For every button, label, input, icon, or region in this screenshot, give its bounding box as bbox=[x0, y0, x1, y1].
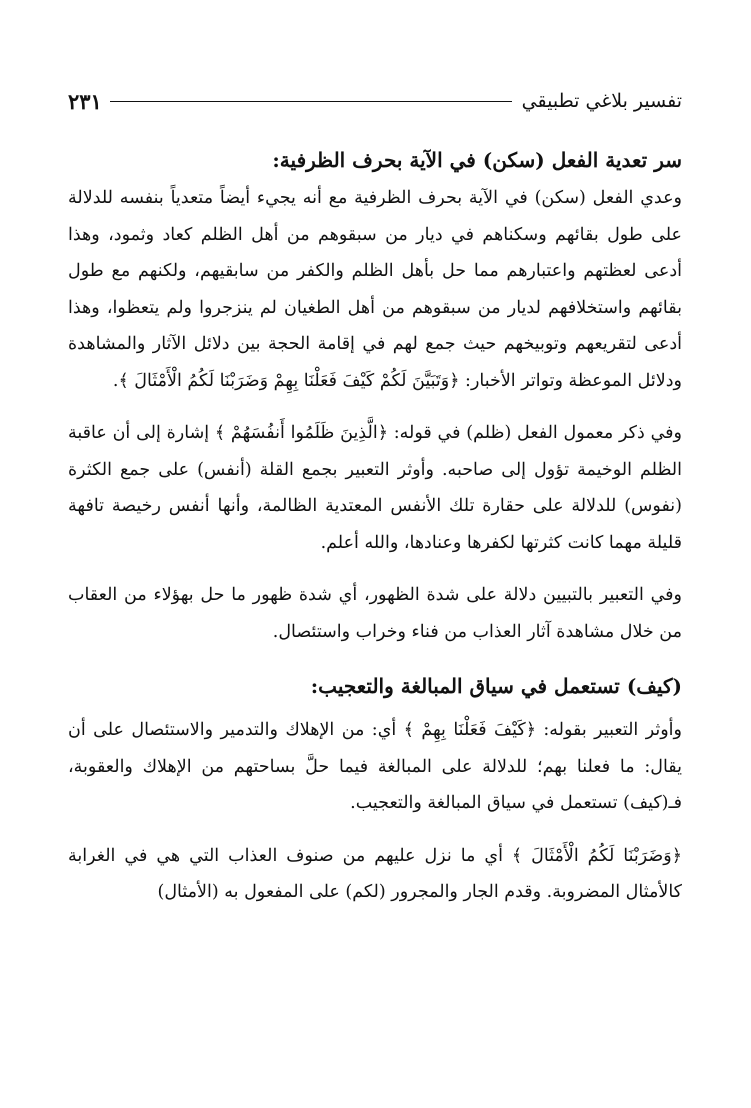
paragraph-1: وعدي الفعل (سكن) في الآية بحرف الظرفية مع أنه يجيء أيضاً متعدياً بنفسه للدلالة على طول بقائهم وسكناهم في ديار من سبقوهم من أهل الظلم كعاد وثمود، وهذا أدعى لعظتهم واعتبارهم مما حل بأهل الظلم والكفر من سابقيهم، ولكنهم مع طول بقائهم واستخلافهم لديار من سبقوهم من أهل الطغيان لم ينزجروا ولم يتعظوا، وهذا أدعى لتقريعهم وتوبيخهم حيث جمع لهم في إقامة الحجة بين دلائل الآثار والمشاهدة ودلائل الموعظة وتواتر الأخبار: ﴿وَتَبَيَّنَ لَكُمْ كَيْفَ فَعَلْنَا بِهِمْ وَضَرَبْنَا لَكُمُ الْأَمْثَالَ ﴾. bbox=[68, 188, 682, 391]
page-number: ٢٣١ bbox=[68, 88, 102, 114]
section-heading-1: سر تعدية الفعل (سكن) في الآية بحرف الظرفية: bbox=[272, 148, 682, 172]
page-body bbox=[68, 140, 682, 911]
section-heading-2: (كيف) تستعمل في سياق المبالغة والتعجيب: bbox=[310, 674, 682, 698]
paragraph-4: وأوثر التعبير بقوله: ﴿كَيْفَ فَعَلْنَا بِهِمْ ﴾ أي: من الإهلاك والتدمير والاستئصال على أن يقال: ما فعلنا بهم؛ للدلالة على المبالغة فيما حلَّ بساحتهم من الإهلاك والعقوبة، فـ(كيف) تستعمل في سياق المبالغة والتعجيب. bbox=[68, 720, 682, 813]
book-page bbox=[68, 0, 682, 1108]
paragraph-3: وفي التعبير بالتبيين دلالة على شدة الظهور، أي شدة ظهور ما حل بهؤلاء من العقاب من خلال مشاهدة آثار العذاب من فناء وخراب واستئصال. bbox=[68, 585, 682, 642]
header-rule bbox=[110, 101, 512, 102]
running-header bbox=[68, 86, 682, 116]
book-title: تفسير بلاغي تطبيقي bbox=[521, 90, 682, 112]
paragraph-5: ﴿وَضَرَبْنَا لَكُمُ الْأَمْثَالَ ﴾ أي ما نزل عليهم من صنوف العذاب التي هي في الغرابة كالأمثال المضروبة. وقدم الجار والمجرور (لكم) على المفعول به (الأمثال) bbox=[68, 845, 682, 902]
paragraph-2: وفي ذكر معمول الفعل (ظلم) في قوله: ﴿الَّذِينَ ظَلَمُوا أَنفُسَهُمْ ﴾ إشارة إلى أن عاقبة الظلم الوخيمة تؤول إلى صاحبه. وأوثر التعبير بجمع القلة (أنفس) على جمع الكثرة (نفوس) للدلالة على حقارة تلك الأنفس المعتدية الظالمة، وأنها أنفس رخيصة تافهة قليلة مهما كانت كثرتها لكفرها وعنادها، والله أعلم. bbox=[68, 423, 682, 553]
